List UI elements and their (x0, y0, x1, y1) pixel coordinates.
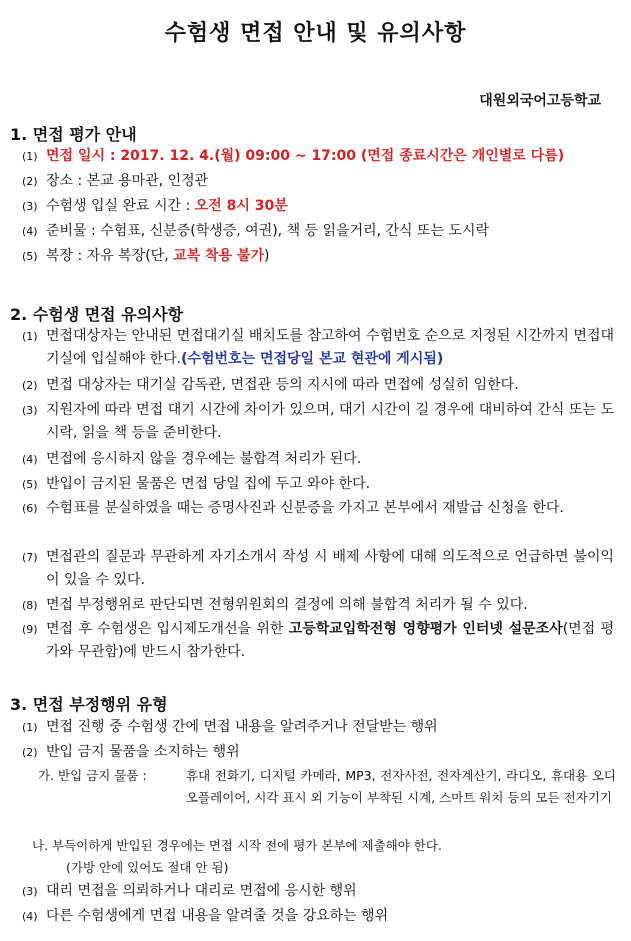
item-number: (4) (22, 225, 38, 238)
item-number: (6) (22, 502, 38, 515)
item-highlight: 면접 일시 : 2017. 12. 4.(월) 09:00 ~ 17:00 (면접 종료시간은 개인별로 다름) (46, 148, 565, 164)
item-text: 반입 금지 물품을 소지하는 행위 (46, 744, 240, 760)
item-number: (1) (22, 721, 38, 734)
item-text: 대리 면접을 의뢰하거나 대리로 면접에 응시한 행위 (46, 883, 357, 899)
item-text: 반입이 금지된 물품은 면접 당일 집에 두고 와야 한다. (46, 476, 371, 492)
s2-item-5 (22, 473, 614, 496)
item-number: (2) (22, 379, 38, 392)
item-number: (4) (22, 910, 38, 923)
item-number: (1) (22, 150, 38, 163)
item-number: (5) (22, 250, 38, 263)
s3-item-4 (22, 905, 614, 928)
item-text: 면접관의 질문과 무관하게 자기소개서 작성 시 배제 사항에 대해 의도적으로 언급하면 불이익이 있을 수 있다. (46, 549, 614, 588)
s1-item-5 (22, 245, 614, 268)
item-text: 면접대상자는 안내된 면접대기실 배치도를 참고하여 수험번호 순으로 지정된 시간까지 면접대기실에 입실해야 한다. (46, 328, 614, 367)
item-text: 수험표를 분실하였을 때는 증명사진과 신분증을 가지고 본부에서 재발급 신청을 한다. (46, 500, 564, 516)
item-number: (3) (22, 200, 38, 213)
item-number: (2) (22, 746, 38, 759)
subitem-ga (0, 765, 631, 835)
subitem-na: 나. 부득이하게 반입된 경우에는 면접 시작 전에 평가 본부에 제출해야 한다. (32, 838, 442, 853)
school-name: 대원외국어고등학교 (479, 93, 601, 109)
item-number: (3) (22, 885, 38, 898)
s1-item-3 (22, 195, 614, 218)
item-text: 지원자에 따라 면접 대기 시간에 차이가 있으며, 대기 시간이 길 경우에 대비하여 간식 또는 도시락, 읽을 책 등을 준비한다. (46, 402, 614, 441)
item-bold: 고등학교입학전형 영향평가 인터넷 설문조사 (288, 621, 563, 637)
item-text: 면접에 응시하지 않을 경우에는 불합격 처리가 된다. (46, 451, 362, 467)
item-text: 준비물 : 수험표, 신분증(학생증, 여권), 책 등 읽을거리, 간식 또는 도시락 (46, 223, 490, 239)
s1-item-4 (22, 220, 614, 243)
item-notice: (수험번호는 면접당일 본교 현관에 게시됨) (181, 351, 444, 367)
s3-item-1 (22, 716, 614, 739)
item-number: (3) (22, 404, 38, 417)
item-number: (8) (22, 599, 38, 612)
s2-item-1 (22, 325, 614, 371)
s1-item-1 (22, 145, 614, 168)
subitem-text: 휴대 전화기, 디지털 카메라, MP3, 전자사전, 전자계산기, 라디오, 휴대용 오디오플레이어, 시각 표시 외 기능이 부착된 시계, 스마트 워치 등의 모든 전자기기 (186, 768, 616, 805)
item-highlight: 교복 착용 불가 (173, 248, 265, 264)
s3-item-3 (22, 880, 614, 903)
s2-item-9 (22, 618, 614, 664)
s1-item-2 (22, 170, 614, 193)
item-number: (7) (22, 551, 38, 564)
item-text-after: ) (264, 248, 270, 264)
item-text: 다른 수험생에게 면접 내용을 알려줄 것을 강요하는 행위 (46, 908, 389, 924)
section-1-heading: 1. 면접 평가 안내 (10, 125, 137, 144)
s2-item-7 (22, 546, 614, 592)
item-text-after: (면접 평가와 무관함)에 반드시 참가한다. (46, 621, 615, 660)
item-text: 면접 진행 중 수험생 간에 면접 내용을 알려주거나 전달받는 행위 (46, 719, 438, 735)
s3-item-2 (22, 741, 614, 764)
page-title: 수험생 면접 안내 및 유의사항 (164, 21, 467, 46)
item-number: (4) (22, 453, 38, 466)
subitem-na-note: (가방 안에 있어도 절대 안 됨) (66, 860, 229, 875)
item-text: 장소 : 본교 용마관, 인정관 (46, 173, 209, 189)
s2-item-4 (22, 448, 614, 471)
subitem-label: 가. 반입 금지 물품 : (38, 768, 147, 783)
item-number: (9) (22, 623, 38, 636)
item-number: (1) (22, 330, 38, 343)
item-text: 면접 후 수험생은 입시제도개선을 위한 (46, 621, 289, 637)
section-2-heading: 2. 수험생 면접 유의사항 (10, 305, 184, 324)
s2-item-8 (22, 594, 614, 617)
s2-item-6 (22, 497, 614, 520)
item-text: 면접 부정행위로 판단되면 전형위원회의 결정에 의해 불합격 처리가 될 수 있다. (46, 597, 528, 613)
section-3-heading: 3. 면접 부정행위 유형 (10, 695, 168, 714)
item-number: (2) (22, 175, 38, 188)
item-number: (5) (22, 478, 38, 491)
item-highlight: 오전 8시 30분 (194, 198, 288, 214)
item-text: 면접 대상자는 대기실 감독관, 면접관 등의 지시에 따라 면접에 성실히 임한다. (46, 377, 519, 393)
item-text: 복장 : 자유 복장(단, (46, 248, 174, 264)
s2-item-3 (22, 399, 614, 445)
item-text: 수험생 입실 완료 시간 : (46, 198, 195, 214)
s2-item-2 (22, 374, 614, 397)
